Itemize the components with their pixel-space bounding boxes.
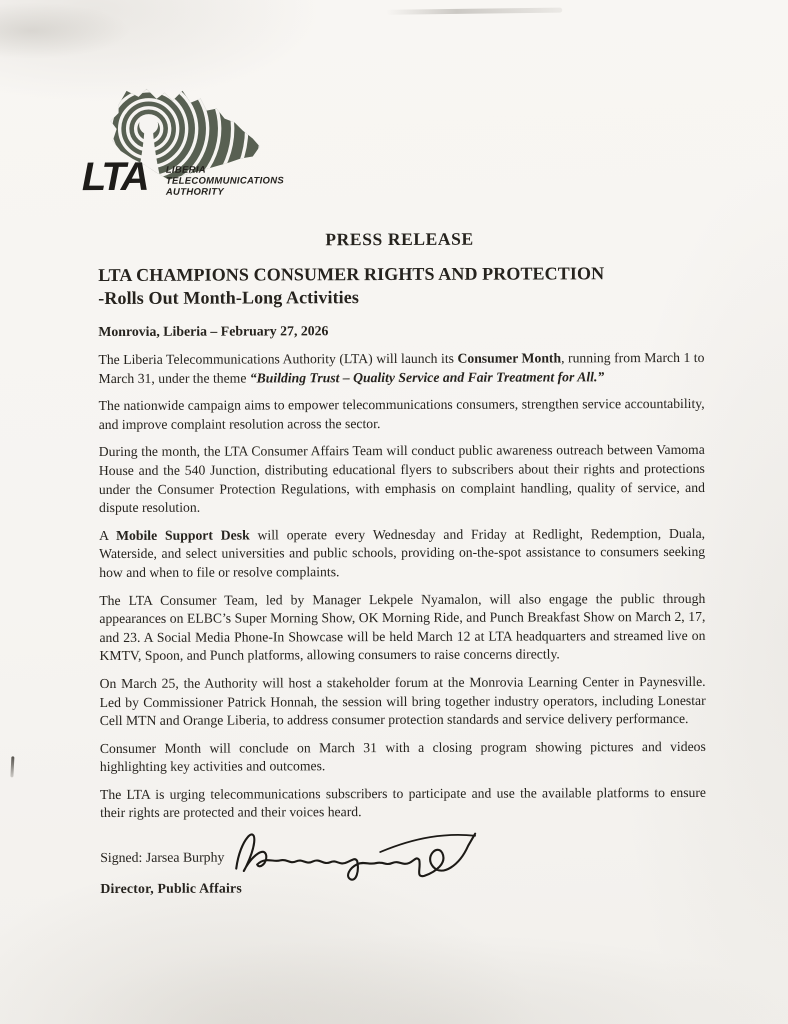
- press-paragraph: [99, 441, 705, 517]
- press-release-title: PRESS RELEASE: [325, 228, 474, 250]
- dateline: Monrovia, Liberia – February 27, 2026: [98, 323, 329, 340]
- body-paragraphs: [98, 349, 706, 832]
- headline: [98, 262, 718, 310]
- headline-line-1: LTA CHAMPIONS CONSUMER RIGHTS AND PROTECTION: [98, 263, 605, 286]
- logo-acronym-text: LTA: [81, 154, 148, 200]
- press-paragraph: [98, 349, 704, 388]
- scan-streak-artifact: [386, 8, 562, 15]
- handwritten-signature: [228, 822, 478, 891]
- signed-by-label: Signed: Jarsea Burphy: [100, 849, 225, 866]
- press-paragraph: [100, 673, 706, 731]
- press-paragraph: [99, 589, 705, 665]
- text-run: “Building Trust – Quality Service and Fair Treatment for All.”: [249, 368, 605, 386]
- signer-title: Director, Public Affairs: [100, 880, 242, 897]
- text-run: During the month, the LTA Consumer Affairs Team will conduct public awareness outreach between Vamoma House and the 540 Junction, distributing educational flyers to subscribers about their rights and protections under the Consumer Protection Regulations, with emphasis on complaint handling, quality of service, and dispute resolution.: [98, 442, 705, 516]
- text-run: A: [99, 527, 117, 543]
- text-run: The LTA Consumer Team, led by Manager Lekpele Nyamalon, will also engage the public through appearances on ELBC’s Super Morning Show, OK Morning Ride, and Punch Breakfast Show on March 2, 17, and 23. A Social Media Phone-In Showcase will be held March 12 at LTA headquarters and streamed live on KMTV, Spoon, and Punch platforms, allowing consumers to raise concerns directly.: [99, 590, 706, 664]
- headline-line-2: -Rolls Out Month-Long Activities: [98, 287, 359, 309]
- lta-logo: [81, 82, 285, 213]
- logo-org-line: LIBERIA: [165, 164, 206, 176]
- press-paragraph: [100, 784, 706, 823]
- text-run: The Liberia Telecommunications Authority (LTA) will launch its: [98, 350, 458, 368]
- press-paragraph: [99, 525, 705, 583]
- text-run: Consumer Month: [457, 350, 562, 366]
- margin-mark-artifact: [10, 756, 14, 777]
- logo-org-line: AUTHORITY: [165, 186, 225, 198]
- text-run: On March 25, the Authority will host a stakeholder forum at the Monrovia Learning Center in Paynesville. Led by Commissioner Patrick Honnah, the session will bring together industry operators, including Lonestar Cell MTN and Orange Liberia, to address consumer protection standards and service delivery performance.: [99, 673, 706, 729]
- signature-block: [100, 835, 580, 917]
- text-run: will operate every Wednesday and Friday at Redlight, Redemption, Duala, Waterside, and select universities and public schools, providing on-the-spot assistance to consumers seeking how and when to file or resolve complaints.: [99, 525, 706, 580]
- logo-org-name: [166, 164, 284, 197]
- text-run: Consumer Month will conclude on March 31 with a closing program showing pictures and videos highlighting key activities and outcomes.: [99, 738, 706, 775]
- text-run: Mobile Support Desk: [116, 527, 250, 543]
- text-run: , running from March 1 to March 31, under the theme: [98, 349, 705, 386]
- press-paragraph: [100, 738, 706, 777]
- logo-org-line: TELECOMMUNICATIONS: [165, 175, 285, 187]
- text-run: The LTA is urging telecommunications subscribers to participate and use the available platforms to ensure their rights are protected and their voices heard.: [99, 784, 707, 821]
- text-run: The nationwide campaign aims to empower telecommunications consumers, strengthen service accountability, and improve complaint resolution across the sector.: [98, 396, 705, 432]
- press-paragraph: [99, 395, 705, 434]
